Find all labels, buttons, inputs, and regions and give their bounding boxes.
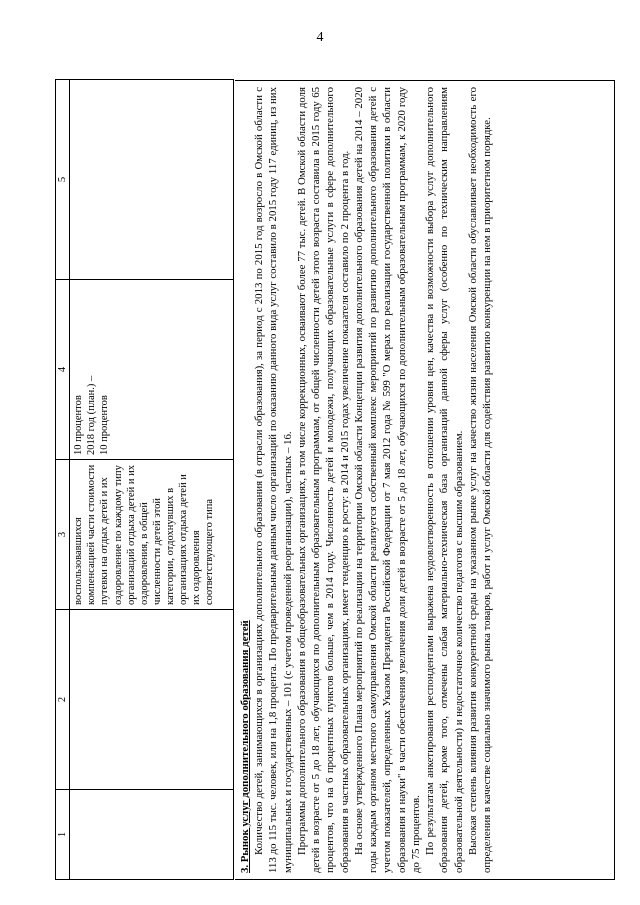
header-cell-1: 1 (56, 790, 70, 880)
header-cell-2: 2 (56, 610, 70, 790)
table-row (70, 80, 234, 880)
value-line: 2018 год (план.) – (86, 375, 98, 455)
value-line: 10 процентов (73, 395, 85, 455)
paragraph: На основе утвержденного Плана мероприятий по реализации на территории Омской области Концепции развития дополнительного образования детей на 2014 – 2020 годы каждым органом местного самоуправления Омской области реализуется собственный комплекс мероприятий по развитию дополнительного образования детей с учетом показателей, определенных Указом Президента Российской Федерации от 7 мая 2012 года № 599 "О мерах по реализации государственной политики в области образования и науки" в части обеспечения увеличения доли детей в возрасте от 5 до 18 лет, обучающихся по дополнительным образовательным программам, к 2020 году до 75 процентов. (352, 87, 422, 873)
header-cell-3: 3 (56, 460, 70, 610)
paragraph: Высокая степень влияния развития конкурентной среды на указанном рынке услуг на качество жизни населения Омской области обуславливает необходимость его определения в качестве социально значимого рынка товаров, работ и услуг Омской области для содействия развитию конкуренции на нем в приоритетном порядке. (466, 87, 493, 873)
paragraph: Программы дополнительного образования в общеобразовательных организациях, в том числе коррекционных, осваивают более 77 тыс. детей. В Омской области доля детей в возрасте от 5 до 18 лет, обучающихся по дополнительным образовательным программам, от общей численности детей этого возраста составила в 2015 году 65 процентов, что на 6 процентных пунктов больше, чем в 2014 году. Численность детей и молодежи, получающих образовательные услуги в сфере дополнительного образования в частных образовательных организациях, имеет тенденцию к росту: в 2014 и 2015 годах увеличение показателя составило по 2 процента в год. (295, 87, 351, 873)
section-additional-education (235, 80, 615, 880)
table-cell-indicator: воспользовавшихся компенсацией части стоимости путевки на отдых детей и их оздоровление по каждому типу организаций отдыха детей и их оздоровления, в общей численности детей этой категории, отдохнувших в организациях отдыха детей и их оздоровления соответствующего типа (70, 460, 234, 610)
table-cell-2 (70, 610, 234, 790)
indicator-table (55, 79, 234, 880)
header-cell-5: 5 (56, 80, 70, 280)
section-title: 3. Рынок услуг дополнительного образования детей (239, 620, 251, 873)
table-cell-1 (70, 790, 234, 880)
table-cell-5 (70, 80, 234, 280)
table-header-row (56, 80, 70, 880)
page-number: 4 (316, 30, 324, 45)
paragraph: Количество детей, занимающихся в организациях дополнительного образования (в отрасли образования), за период с 2013 по 2015 год возросло в Омской области с 113 до 115 тыс. человек, или на 1,8 процента. По предварительным данным число организаций по оказанию данного вида услуг составило в 2015 году 117 единиц, из них муниципальных и государственных – 101 (с учетом проведенной реорганизации), частных – 16. (253, 87, 294, 873)
table-cell-values (70, 280, 234, 460)
paragraph: По результатам анкетирования респондентами выражена неудовлетворенность в отношении уровня цен, качества и возможности выбора услуг дополнительного образования детей, кроме того, отмечены слабая материально-техническая база организаций данной сферы услуг (особенно по техническим направлениям образовательной деятельности) и недостаточное количество педагогов с высшим образованием. (424, 87, 465, 873)
header-cell-4: 4 (56, 280, 70, 460)
value-line: 10 процентов (99, 395, 111, 455)
rotated-page-content (55, 80, 615, 880)
